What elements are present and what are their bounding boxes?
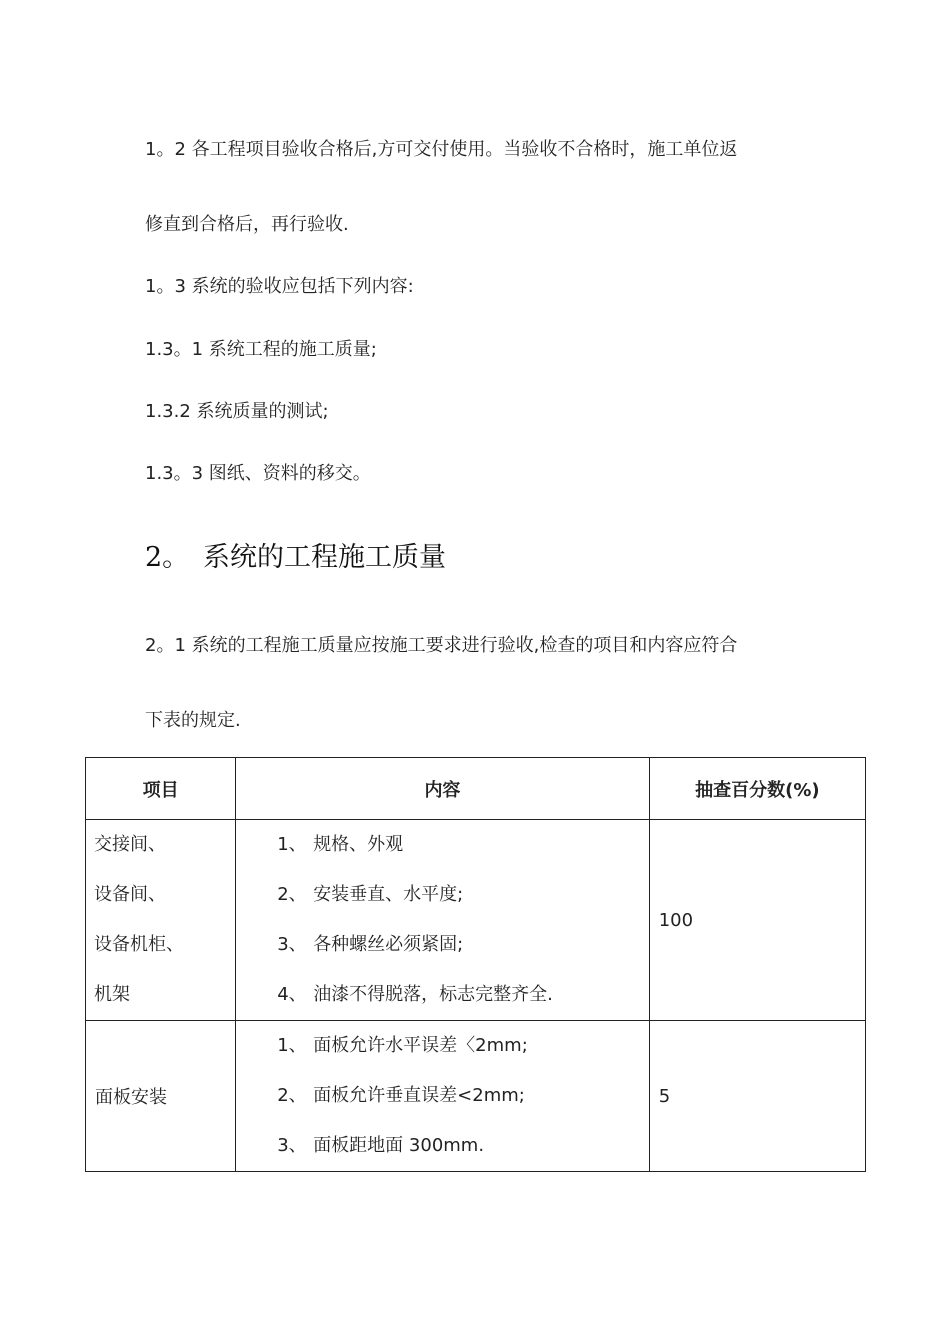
paragraph-1-2-line2: 修直到合格后，再行验收. <box>145 214 349 235</box>
paragraph-1-3-1: 1.3。1 系统工程的施工质量; <box>145 339 377 360</box>
table-row <box>86 1021 866 1172</box>
header-percent: 抽查百分数(%) <box>649 758 865 820</box>
item-cell <box>86 820 236 1021</box>
content-index: 1、 <box>277 834 307 855</box>
paragraph-1-3-3: 1.3。3 图纸、资料的移交。 <box>145 463 371 484</box>
section-title: 系统的工程施工质量 <box>203 542 446 573</box>
content-text: 规格、外观 <box>313 834 404 855</box>
header-content: 内容 <box>236 758 650 820</box>
content-line <box>236 1071 649 1121</box>
content-line <box>236 870 649 920</box>
content-index: 4、 <box>277 984 307 1005</box>
paragraph-1-3-2: 1.3.2 系统质量的测试; <box>145 401 329 422</box>
content-index: 3、 <box>277 934 307 955</box>
content-cell <box>236 820 650 1021</box>
content-line <box>236 970 649 1020</box>
table-header-row <box>86 758 866 820</box>
intro-line2: 下表的规定. <box>145 710 241 731</box>
content-index: 3、 <box>277 1135 307 1156</box>
content-text: 安装垂直、水平度; <box>313 884 464 905</box>
header-item: 项目 <box>86 758 236 820</box>
percent-cell: 5 <box>649 1021 865 1172</box>
content-line <box>236 820 649 870</box>
section-number: 2。 <box>145 542 190 573</box>
content-text: 各种螺丝必须紧固; <box>313 934 464 955</box>
content-text: 面板距地面 300mm. <box>313 1135 485 1156</box>
content-text: 面板允许垂直误差<2mm; <box>313 1085 525 1106</box>
section-heading <box>145 540 446 576</box>
item-cell: 面板安装 <box>86 1021 236 1172</box>
content-index: 1、 <box>277 1035 307 1056</box>
table-row <box>86 820 866 1021</box>
percent-cell: 100 <box>649 820 865 1021</box>
content-index: 2、 <box>277 1085 307 1106</box>
paragraph-1-2-line1: 1。2 各工程项目验收合格后,方可交付使用。当验收不合格时，施工单位返 <box>145 139 738 160</box>
item-line: 设备间、 <box>94 884 166 905</box>
intro-line1: 2。1 系统的工程施工质量应按施工要求进行验收,检查的项目和内容应符合 <box>145 635 738 656</box>
content-cell <box>236 1021 650 1172</box>
item-line: 设备机柜、 <box>94 934 184 955</box>
inspection-table <box>85 757 866 1172</box>
content-index: 2、 <box>277 884 307 905</box>
content-text: 油漆不得脱落，标志完整齐全. <box>313 984 553 1005</box>
content-line <box>236 1021 649 1071</box>
content-text: 面板允许水平误差〈2mm; <box>313 1035 528 1056</box>
item-line: 交接间、 <box>94 834 166 855</box>
paragraph-1-3: 1。3 系统的验收应包括下列内容: <box>145 276 414 297</box>
item-line: 机架 <box>94 984 130 1005</box>
content-line <box>236 1121 649 1171</box>
content-line <box>236 920 649 970</box>
